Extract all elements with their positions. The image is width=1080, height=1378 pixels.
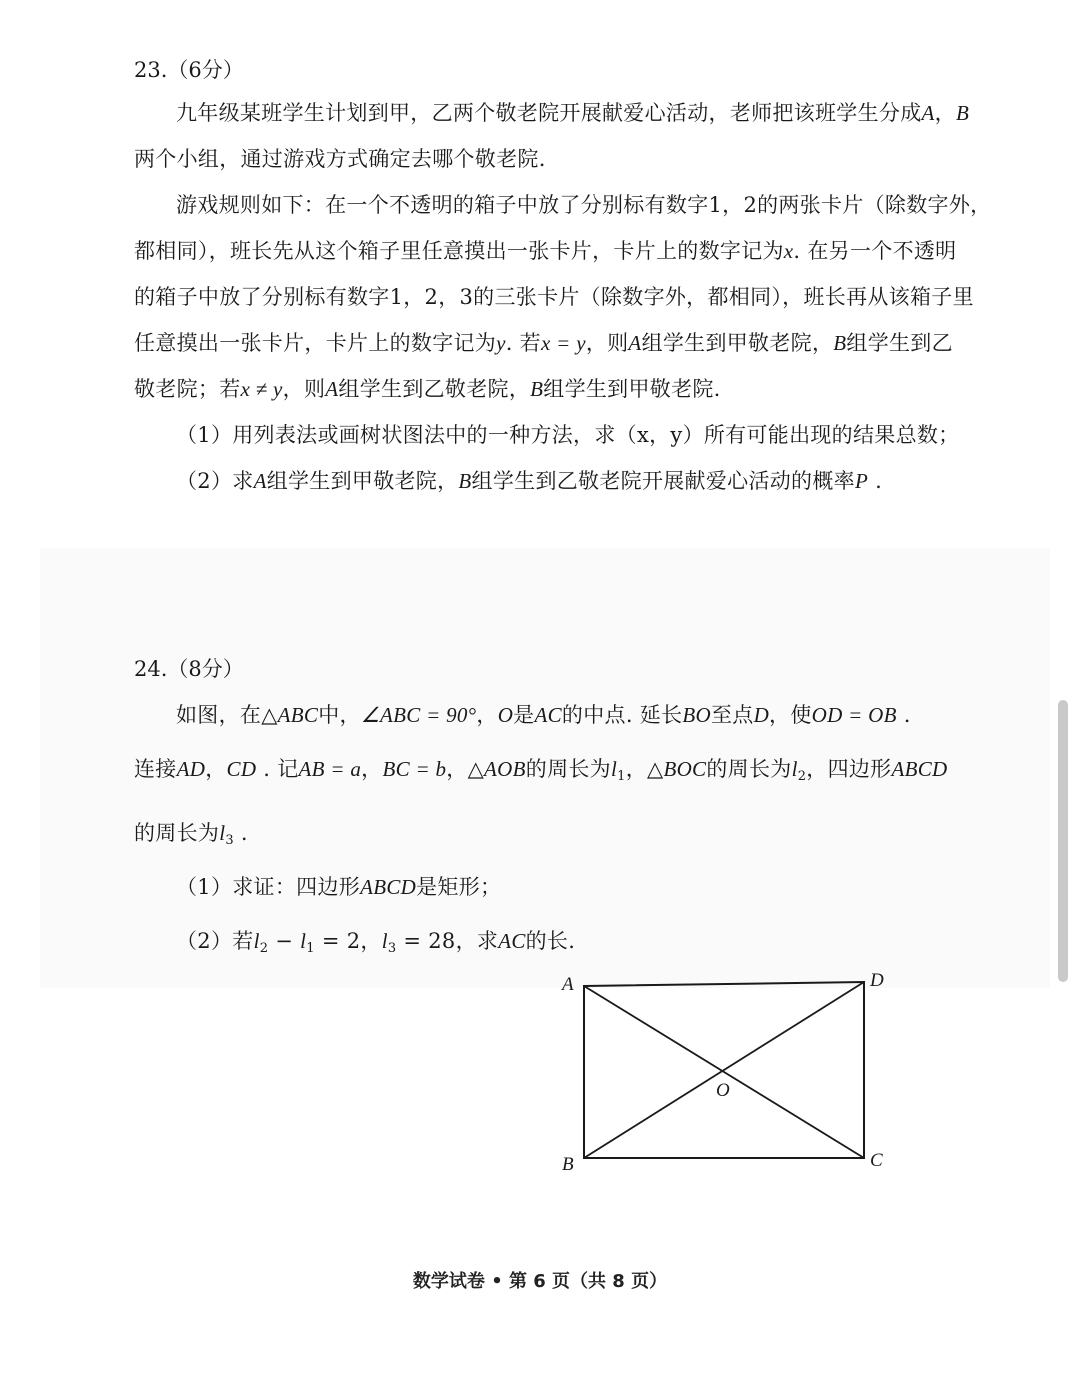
- q24-subquestion-1: （1）求证：四边形ABCD是矩形；: [176, 875, 502, 899]
- q24-paragraph-line-1: 如图，在△ABC中，∠ABC = 90°，O是AC的中点. 延长BO至点D，使OD = OB .: [176, 703, 911, 727]
- vertex-label-b: B: [562, 1154, 574, 1175]
- q23-subquestion-1: （1）用列表法或画树状图法中的一种方法，求（x，y）所有可能出现的结果总数；: [176, 423, 960, 447]
- question-24-number: 24.（8分）: [134, 657, 244, 681]
- q23-paragraph-line-7: 敬老院；若x ≠ y，则A组学生到乙敬老院，B组学生到甲敬老院.: [134, 377, 721, 401]
- vertex-label-a: A: [562, 974, 574, 995]
- q24-paragraph-line-3: 的周长为$l_3$ .: [134, 821, 248, 848]
- q23-paragraph-line-2: 两个小组，通过游戏方式确定去哪个敬老院.: [134, 147, 546, 171]
- vertex-label-c: C: [870, 1150, 883, 1171]
- scrollbar-thumb[interactable]: [1058, 700, 1068, 982]
- q24-paragraph-line-2: 连接AD，CD . 记AB = a，BC = b，△AOB的周长为$l_1$，△BOC的周长为$l_2$，四边形ABCD: [134, 757, 948, 784]
- center-label-o: O: [716, 1080, 730, 1101]
- q23-paragraph-line-5: 的箱子中放了分别标有数字1，2，3的三张卡片（除数字外，都相同），班长再从该箱子里: [134, 285, 974, 309]
- q23-paragraph-line-3: 游戏规则如下：在一个不透明的箱子中放了分别标有数字1，2的两张卡片（除数字外，: [176, 193, 992, 217]
- question-23-number: 23.（6分）: [134, 58, 244, 82]
- page-footer: 数学试卷 • 第 6 页（共 8 页）: [412, 1271, 668, 1292]
- q24-subquestion-2: （2）若$l_2 - l_1 = 2$，$l_3 = 28$，求AC的长.: [176, 929, 576, 956]
- q23-paragraph-line-4: 都相同），班长先从这个箱子里任意摸出一张卡片，卡片上的数字记为x. 在另一个不透明: [134, 239, 957, 263]
- vertex-label-d: D: [870, 970, 884, 991]
- q23-paragraph-line-6: 任意摸出一张卡片，卡片上的数字记为y. 若x = y，则A组学生到甲敬老院，B组学生到乙: [134, 331, 953, 355]
- rectangle-abcd-figure: [540, 960, 900, 1190]
- q23-paragraph-line-1: 九年级某班学生计划到甲，乙两个敬老院开展献爱心活动，老师把该班学生分成A，B: [176, 101, 970, 125]
- q23-subquestion-2: （2）求A组学生到甲敬老院，B组学生到乙敬老院开展献爱心活动的概率P .: [176, 469, 883, 493]
